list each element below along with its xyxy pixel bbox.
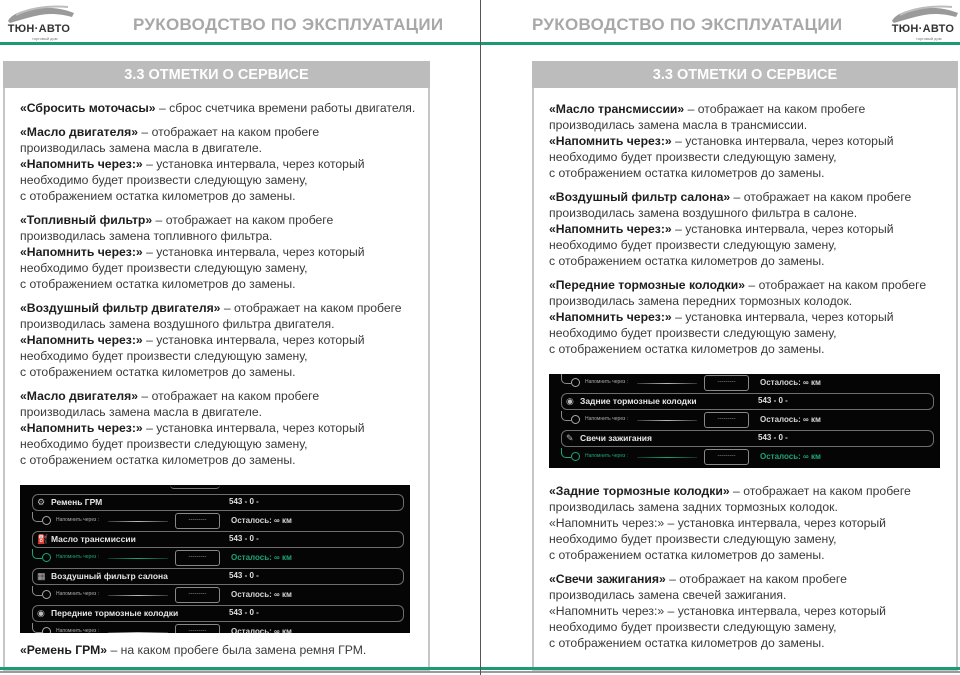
remaining-km: Осталось: ∞ км bbox=[760, 452, 821, 461]
definition: с отображением остатка километров до замены. bbox=[549, 254, 825, 268]
term: «Напомнить через:» bbox=[549, 222, 672, 236]
definition: необходимо будет произвести следующую замену, bbox=[549, 150, 837, 164]
timer-icon bbox=[571, 415, 580, 424]
tree-connector bbox=[561, 411, 571, 421]
term: «Воздушный фильтр салона» bbox=[549, 190, 731, 204]
definition: – установка интервала, через который bbox=[142, 245, 365, 259]
description-paragraph bbox=[20, 100, 472, 116]
tree-connector bbox=[32, 549, 42, 559]
definition: – установка интервала, через который bbox=[142, 421, 365, 435]
definition: производилась замена масла в двигателе. bbox=[20, 141, 263, 155]
definition: с отображением остатка километров до замены. bbox=[20, 189, 296, 203]
term: «Ремень ГРМ» bbox=[20, 643, 108, 657]
definition: производилась замена масла в трансмиссии. bbox=[549, 118, 808, 132]
text-line bbox=[549, 325, 952, 341]
text-line bbox=[20, 156, 472, 172]
tree-connector bbox=[32, 586, 42, 596]
mileage-value: 543 - 0 - bbox=[229, 571, 259, 580]
mileage-value: 543 - 0 - bbox=[229, 534, 259, 543]
logo-text: ТЮН·АВТО bbox=[7, 23, 71, 35]
text-line bbox=[20, 420, 472, 436]
text-line bbox=[549, 277, 952, 293]
text-line bbox=[549, 341, 952, 357]
text-line bbox=[549, 101, 952, 117]
service-screen-screenshot bbox=[549, 374, 940, 468]
belt-icon: ⚙ bbox=[37, 497, 46, 507]
service-item-row[interactable] bbox=[561, 430, 934, 447]
definition: – отображает на каком пробеге bbox=[684, 102, 866, 116]
right-page bbox=[480, 0, 960, 675]
definition: – отображает на каком пробеге bbox=[729, 484, 911, 498]
term: «Напомнить через:» bbox=[549, 310, 672, 324]
term: «Задние тормозные колодки» bbox=[549, 484, 730, 498]
definition: «Напомнить через:» – установка интервала, через который bbox=[549, 516, 886, 530]
section-title: 3.3 ОТМЕТКИ О СЕРВИСЕ bbox=[3, 61, 430, 88]
service-screen-screenshot bbox=[20, 485, 410, 633]
description-paragraph bbox=[549, 101, 952, 181]
text-line bbox=[20, 124, 472, 140]
left-footer-para bbox=[20, 642, 472, 658]
text-line bbox=[20, 228, 472, 244]
definition: производилась замена масла в двигателе. bbox=[20, 405, 263, 419]
remind-interval-row bbox=[20, 586, 410, 604]
remaining-km: Осталось: ∞ км bbox=[760, 415, 821, 424]
text-line bbox=[549, 483, 952, 499]
mileage-value: 543 - 0 - bbox=[758, 396, 788, 405]
car-silhouette-icon bbox=[6, 3, 76, 25]
text-line bbox=[20, 140, 472, 156]
description-paragraph bbox=[20, 300, 472, 380]
term: «Напомнить через:» bbox=[20, 157, 143, 171]
text-line bbox=[549, 205, 952, 221]
definition: необходимо будет произвести следующую замену, bbox=[20, 349, 308, 363]
remaining-km: Осталось: ∞ км bbox=[231, 553, 292, 562]
tree-connector bbox=[561, 374, 571, 384]
definition: необходимо будет произвести следующую замену, bbox=[20, 261, 308, 275]
separator-line bbox=[108, 521, 168, 522]
text-line bbox=[549, 293, 952, 309]
remind-label: Напомнить через : bbox=[56, 591, 100, 597]
remind-label: Напомнить через : bbox=[585, 416, 629, 422]
text-line bbox=[549, 165, 952, 181]
service-item-row[interactable] bbox=[32, 494, 404, 511]
text-line bbox=[549, 587, 952, 603]
term: «Воздушный фильтр двигателя» bbox=[20, 301, 221, 315]
text-line bbox=[549, 635, 952, 651]
term: «Масло двигателя» bbox=[20, 389, 139, 403]
definition: – установка интервала, через который bbox=[671, 310, 894, 324]
section-title: 3.3 ОТМЕТКИ О СЕРВИСЕ bbox=[532, 61, 958, 88]
definition: необходимо будет произвести следующую замену, bbox=[20, 173, 308, 187]
text-line bbox=[20, 188, 472, 204]
text-line bbox=[549, 603, 952, 619]
definition: – на каком пробеге была замена ремня ГРМ. bbox=[107, 643, 367, 657]
text-line bbox=[549, 253, 952, 269]
text-line bbox=[549, 531, 952, 547]
separator-line bbox=[637, 457, 697, 458]
description-paragraph bbox=[20, 124, 472, 204]
mileage-value: 543 - 0 - bbox=[758, 433, 788, 442]
separator-line bbox=[108, 632, 168, 633]
brand-logo bbox=[2, 3, 80, 41]
text-line bbox=[549, 237, 952, 253]
service-item-row[interactable] bbox=[32, 605, 404, 622]
term: «Масло трансмиссии» bbox=[549, 102, 685, 116]
page-header-title: РУКОВОДСТВО ПО ЭКСПЛУАТАЦИИ bbox=[133, 15, 444, 34]
timer-icon bbox=[42, 627, 51, 633]
text-line bbox=[20, 260, 472, 276]
text-line bbox=[20, 276, 472, 292]
definition: производилась замена свечей зажигания. bbox=[549, 588, 787, 602]
text-line bbox=[549, 149, 952, 165]
logo-subtext: торговый дом bbox=[32, 36, 58, 41]
rear-brake-pads-icon: ◉ bbox=[566, 396, 574, 406]
definition: – отображает на каком пробеге bbox=[220, 301, 402, 315]
timer-icon bbox=[571, 452, 580, 461]
interval-input[interactable]: --------- bbox=[175, 587, 220, 603]
service-item-row[interactable] bbox=[32, 568, 404, 585]
definition: – отображает на каком пробеге bbox=[730, 190, 912, 204]
page-spine-divider bbox=[480, 0, 481, 675]
remaining-km: Осталось: ∞ км bbox=[760, 378, 821, 387]
definition: необходимо будет произвести следующую замену, bbox=[549, 238, 837, 252]
mileage-value: 543 - 0 - bbox=[229, 497, 259, 506]
definition: производилась замена топливного фильтра. bbox=[20, 229, 273, 243]
text-line bbox=[549, 619, 952, 635]
remind-interval-row bbox=[20, 549, 410, 567]
text-line bbox=[20, 348, 472, 364]
definition: с отображением остатка километров до замены. bbox=[20, 365, 296, 379]
term: «Напомнить через:» bbox=[20, 421, 143, 435]
remaining-km: Осталось: ∞ км bbox=[231, 627, 292, 633]
definition: с отображением остатка километров до замены. bbox=[549, 636, 825, 650]
transmission-oil-icon: ⛽ bbox=[37, 534, 49, 544]
page-header-title: РУКОВОДСТВО ПО ЭКСПЛУАТАЦИИ bbox=[532, 15, 843, 34]
definition: с отображением остатка километров до замены. bbox=[549, 166, 825, 180]
definition: с отображением остатка километров до замены. bbox=[20, 453, 296, 467]
service-item-row[interactable] bbox=[32, 531, 404, 548]
timer-icon bbox=[42, 516, 51, 525]
brake-pads-icon: ◉ bbox=[37, 608, 45, 618]
term: «Напомнить через:» bbox=[20, 245, 143, 259]
text-line bbox=[20, 300, 472, 316]
text-line bbox=[20, 404, 472, 420]
remind-label: Напомнить через : bbox=[585, 379, 629, 385]
definition: – отображает на каком пробеге bbox=[152, 213, 334, 227]
text-line bbox=[20, 172, 472, 188]
text-line bbox=[549, 133, 952, 149]
text-line bbox=[549, 499, 952, 515]
service-item-label: Ремень ГРМ bbox=[51, 497, 103, 507]
text-line bbox=[20, 212, 472, 228]
remaining-km: Осталось: ∞ км bbox=[231, 516, 292, 525]
term: «Передние тормозные колодки» bbox=[549, 278, 746, 292]
separator-line bbox=[637, 383, 697, 384]
remind-label: Напомнить через : bbox=[56, 517, 100, 523]
service-item-label: Масло трансмиссии bbox=[51, 534, 136, 544]
text-line bbox=[549, 309, 952, 325]
right-content-top bbox=[549, 101, 952, 365]
text-line bbox=[549, 571, 952, 587]
text-line bbox=[20, 244, 472, 260]
separator-line bbox=[637, 420, 697, 421]
spark-plug-icon: ✎ bbox=[566, 433, 574, 443]
text-line bbox=[20, 316, 472, 332]
remind-interval-row bbox=[549, 374, 940, 392]
remind-interval-row bbox=[549, 411, 940, 429]
right-content-bottom bbox=[549, 483, 952, 659]
service-item-label: Воздушный фильтр салона bbox=[51, 571, 168, 581]
tree-connector bbox=[32, 512, 42, 522]
interval-input[interactable]: --------- bbox=[175, 550, 220, 566]
description-paragraph bbox=[20, 212, 472, 292]
cabin-filter-icon: ▦ bbox=[37, 571, 46, 581]
description-paragraph bbox=[20, 388, 472, 468]
interval-input[interactable]: --------- bbox=[175, 513, 220, 529]
text-line bbox=[20, 388, 472, 404]
description-paragraph bbox=[549, 189, 952, 269]
text-line bbox=[549, 117, 952, 133]
term: «Сбросить моточасы» bbox=[20, 101, 156, 115]
logo-text: ТЮН·АВТО bbox=[891, 23, 955, 35]
description-paragraph bbox=[549, 483, 952, 563]
tree-connector bbox=[561, 448, 571, 458]
interval-input[interactable]: --------- bbox=[175, 624, 220, 633]
definition: с отображением остатка километров до замены. bbox=[549, 342, 825, 356]
remaining-km: Осталось: ∞ км bbox=[231, 590, 292, 599]
text-line bbox=[20, 436, 472, 452]
definition: – установка интервала, через который bbox=[142, 157, 365, 171]
definition: – сброс счетчика времени работы двигателя. bbox=[155, 101, 416, 115]
timer-icon bbox=[571, 378, 580, 387]
remind-label: Напомнить через : bbox=[56, 628, 100, 633]
interval-input[interactable]: --------- bbox=[704, 375, 749, 391]
definition: с отображением остатка километров до замены. bbox=[20, 277, 296, 291]
definition: необходимо будет произвести следующую замену, bbox=[549, 326, 837, 340]
mileage-value: 543 - 0 - bbox=[229, 608, 259, 617]
interval-input[interactable]: --------- bbox=[704, 449, 749, 465]
definition: необходимо будет произвести следующую замену, bbox=[20, 437, 308, 451]
definition: необходимо будет произвести следующую замену, bbox=[549, 532, 837, 546]
definition: – отображает на каком пробеге bbox=[745, 278, 927, 292]
text-line bbox=[20, 364, 472, 380]
remind-interval-row bbox=[549, 448, 940, 466]
brand-logo bbox=[886, 3, 960, 41]
term: «Масло двигателя» bbox=[20, 125, 139, 139]
remind-label: Напомнить через : bbox=[56, 554, 100, 560]
service-item-label: Передние тормозные колодки bbox=[51, 608, 179, 618]
definition: – отображает на каком пробеге bbox=[138, 125, 320, 139]
service-item-row[interactable] bbox=[561, 393, 934, 410]
definition: производилась замена задних тормозных колодок. bbox=[549, 500, 838, 514]
term: «Напомнить через:» bbox=[549, 134, 672, 148]
definition: – установка интервала, через который bbox=[142, 333, 365, 347]
definition: «Напомнить через:» – установка интервала, через который bbox=[549, 604, 886, 618]
logo-subtext: торговый дом bbox=[916, 36, 942, 41]
service-item-label: Свечи зажигания bbox=[580, 433, 652, 443]
term: «Топливный фильтр» bbox=[20, 213, 153, 227]
term: «Свечи зажигания» bbox=[549, 572, 666, 586]
service-item-label: Задние тормозные колодки bbox=[580, 396, 697, 406]
description-paragraph bbox=[549, 277, 952, 357]
separator-line bbox=[108, 595, 168, 596]
text-line bbox=[549, 515, 952, 531]
timer-icon bbox=[42, 553, 51, 562]
remind-interval-row bbox=[20, 512, 410, 530]
definition: – установка интервала, через который bbox=[671, 222, 894, 236]
interval-input[interactable]: --------- bbox=[704, 412, 749, 428]
definition: необходимо будет произвести следующую замену, bbox=[549, 620, 837, 634]
definition: производилась замена воздушного фильтра в салоне. bbox=[549, 206, 858, 220]
text-line bbox=[20, 452, 472, 468]
remind-interval-row bbox=[20, 623, 410, 633]
definition: производилась замена передних тормозных колодок. bbox=[549, 294, 853, 308]
separator-line bbox=[108, 558, 168, 559]
description-paragraph bbox=[549, 571, 952, 651]
definition: – отображает на каком пробеге bbox=[138, 389, 320, 403]
timer-icon bbox=[42, 590, 51, 599]
definition: – установка интервала, через который bbox=[671, 134, 894, 148]
text-line bbox=[20, 332, 472, 348]
text-line bbox=[20, 100, 472, 116]
tree-connector bbox=[32, 623, 42, 633]
definition: – отображает на каком пробеге bbox=[665, 572, 847, 586]
car-silhouette-icon bbox=[890, 3, 960, 25]
text-line bbox=[549, 547, 952, 563]
definition: производилась замена воздушного фильтра двигателя. bbox=[20, 317, 335, 331]
text-line bbox=[549, 221, 952, 237]
text-line bbox=[549, 189, 952, 205]
left-content bbox=[20, 100, 472, 476]
remind-label: Напомнить через : bbox=[585, 453, 629, 459]
term: «Напомнить через:» bbox=[20, 333, 143, 347]
definition: с отображением остатка километров до замены. bbox=[549, 548, 825, 562]
